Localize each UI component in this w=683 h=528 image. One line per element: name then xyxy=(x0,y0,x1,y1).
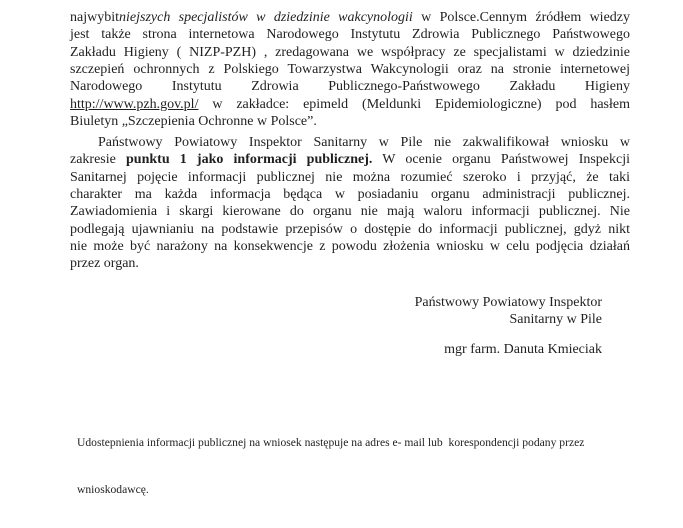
text-segment: Zawiadomienia i skargi kierowane do organu nie mają waloru informacji publicznej. Nie xyxy=(70,204,630,220)
text-segment: Biuletyn „Szczepienia Ochronne w Polsce”. xyxy=(70,114,317,130)
footnote-line1: Udostepnienia informacji publicznej na wniosek następuje na adres e- mail lub korespondencji podany przez xyxy=(77,436,585,449)
text-segment: jest także strona internetowa Narodowego Instytutu Zdrowia Publicznego Państwowego xyxy=(70,27,630,43)
text-line xyxy=(70,238,630,255)
text-line xyxy=(70,169,630,186)
text-segment: Sanitarnej pojęcie informacji publicznej nie można rozumieć szeroko i przyjąć, że taki xyxy=(70,169,630,185)
text-segment: Zakładu Higieny ( NIZP-PZH) , zredagowana we współpracy ze specjalistami w dziedzinie xyxy=(70,44,630,60)
text-line xyxy=(70,203,630,220)
text-segment: W ocenie organu Państwowej Inspekcji xyxy=(372,152,631,168)
text-segment: Narodowego Instytutu Zdrowia Publicznego-Państwowego Zakładu Higieny xyxy=(70,79,630,95)
text-segment: charakter ma każda informacja będąca w posiadaniu organu administracji publicznej. xyxy=(70,187,630,203)
signature-block xyxy=(380,294,602,358)
text-line xyxy=(70,151,630,168)
text-line xyxy=(70,78,630,95)
text-segment: szczepień ochronnych z Polskiego Towarzystwa Wakcynologii oraz na stronie internetowej xyxy=(70,62,630,78)
signature-title-line1: Państwowy Powiatowy Inspektor xyxy=(414,295,602,310)
paragraph-intro xyxy=(70,9,630,130)
text-line xyxy=(70,26,630,43)
text-segment: niejszych specjalistów w dziedzinie wakcynologii xyxy=(119,10,413,25)
text-line xyxy=(70,134,630,151)
text-line xyxy=(70,96,630,113)
text-segment: przez organ. xyxy=(70,256,139,272)
text-segment: w zakładce: epimeld (Meldunki Epidemiologiczne) pod hasłem xyxy=(198,96,630,112)
text-segment: zakresie xyxy=(70,152,127,168)
footnote xyxy=(77,404,657,528)
text-segment: nie może być narażony na konsekwencje z powodu złożenia wniosku w celu podjęcia działań xyxy=(70,239,630,255)
text-segment: najwybit xyxy=(70,10,119,25)
signature-name: mgr farm. Danuta Kmieciak xyxy=(444,341,602,357)
signature-title-line2: Sanitarny w Pile xyxy=(509,312,602,328)
paragraph-decision xyxy=(70,134,630,273)
text-line xyxy=(70,9,630,26)
text-segment: Państwowy Powiatowy Inspektor Sanitarny w Pile nie zakwalifikował wniosku w xyxy=(98,135,630,150)
text-segment: w Polsce.Cennym źródłem wiedzy xyxy=(412,10,630,25)
text-line xyxy=(70,61,630,78)
pzh-url-text: http://www.pzh.gov.pl/ xyxy=(70,96,199,112)
text-segment: podlegają ujawnianiu na podstawie przepisów o dostępie do informacji publicznej, gdyż nikt xyxy=(70,221,630,237)
footnote-line2: wnioskodawcę. xyxy=(77,482,149,496)
text-line xyxy=(70,44,630,61)
text-line xyxy=(70,221,630,238)
text-segment: punktu 1 jako informacji publicznej. xyxy=(126,152,373,168)
text-line xyxy=(70,186,630,203)
